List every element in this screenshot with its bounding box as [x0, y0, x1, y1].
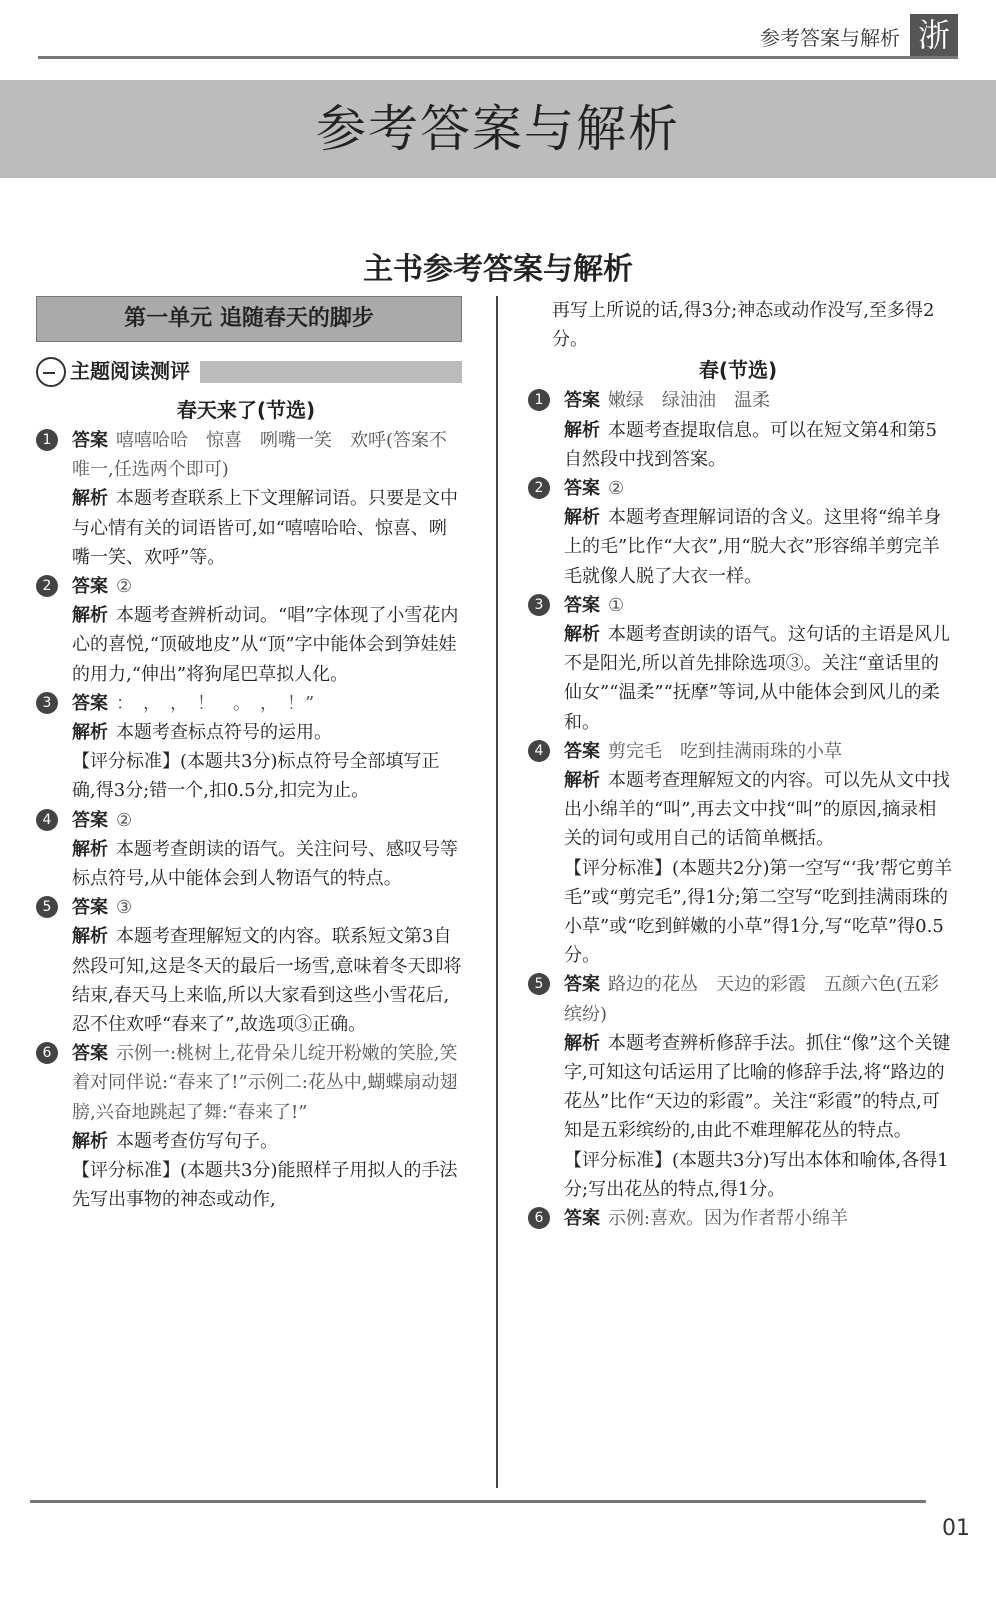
analysis-label: 解析 — [564, 1032, 600, 1054]
answer-text: 示例一:桃树上,花骨朵儿绽开粉嫩的笑脸,笑着对同伴说:“春来了!”示例二:花丛中,蝴蝶扇动翅膀,兴奋地跳起了舞:“春来了!” — [72, 1043, 458, 1123]
answer-text: 路边的花丛 天边的彩霞 五颜六色(五彩缤纷) — [564, 974, 940, 1025]
analysis-text: 本题考查辨析动词。“唱”字体现了小雪花内心的喜悦,“顶破地皮”从“顶”字中能体会到笋娃娃的用力,“伸出”将狗尾巴草拟人化。 — [72, 605, 459, 685]
item-number: 2 — [528, 477, 550, 499]
analysis-text: 本题考查辨析修辞手法。抓住“像”这个关键字,可知这句话运用了比喻的修辞手法,将“路边的花丛”比作“天边的彩霞”。关注“彩霞”的特点,可知是五彩缤纷的,由此不难理解花丛的特点。 — [564, 1032, 951, 1142]
answer-item — [30, 689, 462, 806]
theme-label: 主题阅读测评 — [70, 359, 190, 384]
item-number: 3 — [36, 692, 58, 714]
footer-rule — [30, 1500, 926, 1503]
scoring-text: 【评分标准】(本题共2分)第一空写“‘我’帮它剪羊毛”或“剪完毛”,得1分;第二空写“吃到挂满雨珠的小草”或“吃到鲜嫩的小草”得1分,写“吃草”得0.5分。 — [564, 857, 953, 967]
answer-item — [522, 1204, 954, 1233]
section-title: 春(节选) — [698, 358, 778, 383]
answer-label: 答案 — [72, 576, 108, 598]
analysis-label: 解析 — [72, 838, 108, 860]
item-number: 5 — [36, 896, 58, 918]
header-title: 参考答案与解析 — [760, 26, 900, 50]
answer-item — [30, 806, 462, 894]
answer-item — [522, 591, 954, 737]
theme-header — [36, 356, 462, 388]
unit-title: 第一单元 追随春天的脚步 — [36, 296, 462, 342]
item-number: 4 — [36, 809, 58, 831]
analysis-text: 本题考查朗读的语气。这句话的主语是风儿不是阳光,所以首先排除选项③。关注“童话里的仙女”“温柔”“抚摩”等词,从中能体会到风儿的柔和。 — [564, 624, 950, 733]
item-number: 3 — [528, 594, 550, 616]
answer-item — [30, 572, 462, 689]
answer-label: 答案 — [564, 390, 600, 412]
answer-text: 剪完毛 吃到挂满雨珠的小草 — [608, 740, 842, 762]
analysis-label: 解析 — [564, 419, 600, 441]
answer-label: 答案 — [564, 594, 600, 616]
continued-scoring-text: 再写上所说的话,得3分;神态或动作没写,至多得2分。 — [552, 300, 935, 351]
analysis-text: 本题考查仿写句子。 — [116, 1130, 278, 1152]
section-title: 春天来了(节选) — [176, 398, 316, 422]
analysis-label: 解析 — [564, 770, 600, 792]
answer-item — [30, 1039, 462, 1214]
analysis-text: 本题考查联系上下文理解词语。只要是文中与心情有关的词语皆可,如“嘻嘻哈哈、惊喜、咧嘴一笑、欢呼”等。 — [72, 488, 458, 568]
right-column — [522, 296, 954, 1233]
analysis-text: 本题考查朗读的语气。关注问号、感叹号等标点符号,从中能体会到人物语气的特点。 — [72, 838, 458, 890]
left-column — [30, 296, 462, 1214]
answer-text: 嘻嘻哈哈 惊喜 咧嘴一笑 欢呼(答案不唯一,任选两个即可) — [72, 430, 448, 481]
answer-item — [522, 386, 954, 474]
answer-item — [522, 474, 954, 591]
analysis-label: 解析 — [72, 488, 108, 510]
answer-label: 答案 — [72, 692, 108, 714]
answer-text: ： ， ， ！ 。 ， ！” — [116, 692, 315, 714]
analysis-text: 本题考查理解短文的内容。联系短文第3自然段可知,这是冬天的最后一场雪,意味着冬天即将结束,春天马上来临,所以大家看到这些小雪花后,忍不住欢呼“春来了”,故选项③正确。 — [72, 926, 462, 1036]
item-number: 2 — [36, 575, 58, 597]
analysis-text: 本题考查提取信息。可以在短文第4和第5自然段中找到答案。 — [564, 419, 937, 470]
subtitle: 主书参考答案与解析 — [363, 252, 633, 287]
answer-label: 答案 — [72, 809, 108, 831]
analysis-text: 本题考查理解短文的内容。可以先从文中找出小绵羊的“叫”,再去文中找“叫”的原因,摘录相关的词句或用自己的话简单概括。 — [564, 770, 950, 850]
analysis-text: 本题考查理解词语的含义。这里将“绵羊身上的毛”比作“大衣”,用“脱大衣”形容绵羊剪完羊毛就像人脱了大衣一样。 — [564, 507, 942, 587]
answer-item — [522, 737, 954, 971]
answer-label: 答案 — [564, 478, 600, 500]
item-number: 6 — [36, 1042, 58, 1064]
answer-label: 答案 — [72, 1043, 108, 1065]
province-badge: 浙 — [910, 14, 958, 56]
analysis-label: 解析 — [564, 507, 600, 529]
answer-label: 答案 — [564, 1208, 600, 1230]
column-divider — [496, 296, 498, 1488]
analysis-text: 本题考查标点符号的运用。 — [116, 722, 332, 744]
answer-item — [30, 426, 462, 572]
answer-text: ② — [608, 478, 625, 500]
item-number: 1 — [528, 389, 550, 411]
answer-text: ② — [116, 576, 133, 598]
answer-text: 示例:喜欢。因为作者帮小绵羊 — [608, 1208, 849, 1230]
scoring-text: 【评分标准】(本题共3分)写出本体和喻体,各得1分;写出花丛的特点,得1分。 — [564, 1149, 949, 1200]
answer-text: 嫩绿 绿油油 温柔 — [608, 390, 770, 412]
analysis-label: 解析 — [72, 605, 108, 627]
scoring-text: 【评分标准】(本题共3分)能照样子用拟人的手法先写出事物的神态或动作, — [72, 1160, 458, 1211]
theme-bar — [200, 361, 462, 383]
item-number: 6 — [528, 1207, 550, 1229]
header-rule — [38, 56, 958, 59]
answer-label: 答案 — [72, 430, 108, 451]
analysis-label: 解析 — [72, 1130, 108, 1152]
answer-label: 答案 — [564, 740, 600, 762]
analysis-label: 解析 — [72, 926, 108, 948]
answer-item — [30, 893, 462, 1039]
analysis-label: 解析 — [564, 624, 600, 646]
reader-face-icon — [36, 357, 66, 387]
page-number: 01 — [942, 1516, 970, 1541]
page-title: 参考答案与解析 — [316, 100, 680, 158]
item-number: 4 — [528, 740, 550, 762]
item-number: 1 — [36, 429, 58, 451]
item-number: 5 — [528, 973, 550, 995]
answer-label: 答案 — [72, 897, 108, 919]
answer-text: ① — [608, 594, 625, 616]
answer-text: ② — [116, 809, 133, 831]
scoring-text: 【评分标准】(本题共3分)标点符号全部填写正确,得3分;错一个,扣0.5分,扣完为止。 — [72, 751, 440, 802]
answer-text: ③ — [116, 897, 133, 919]
analysis-label: 解析 — [72, 722, 108, 744]
answer-label: 答案 — [564, 974, 600, 996]
answer-item — [522, 970, 954, 1204]
